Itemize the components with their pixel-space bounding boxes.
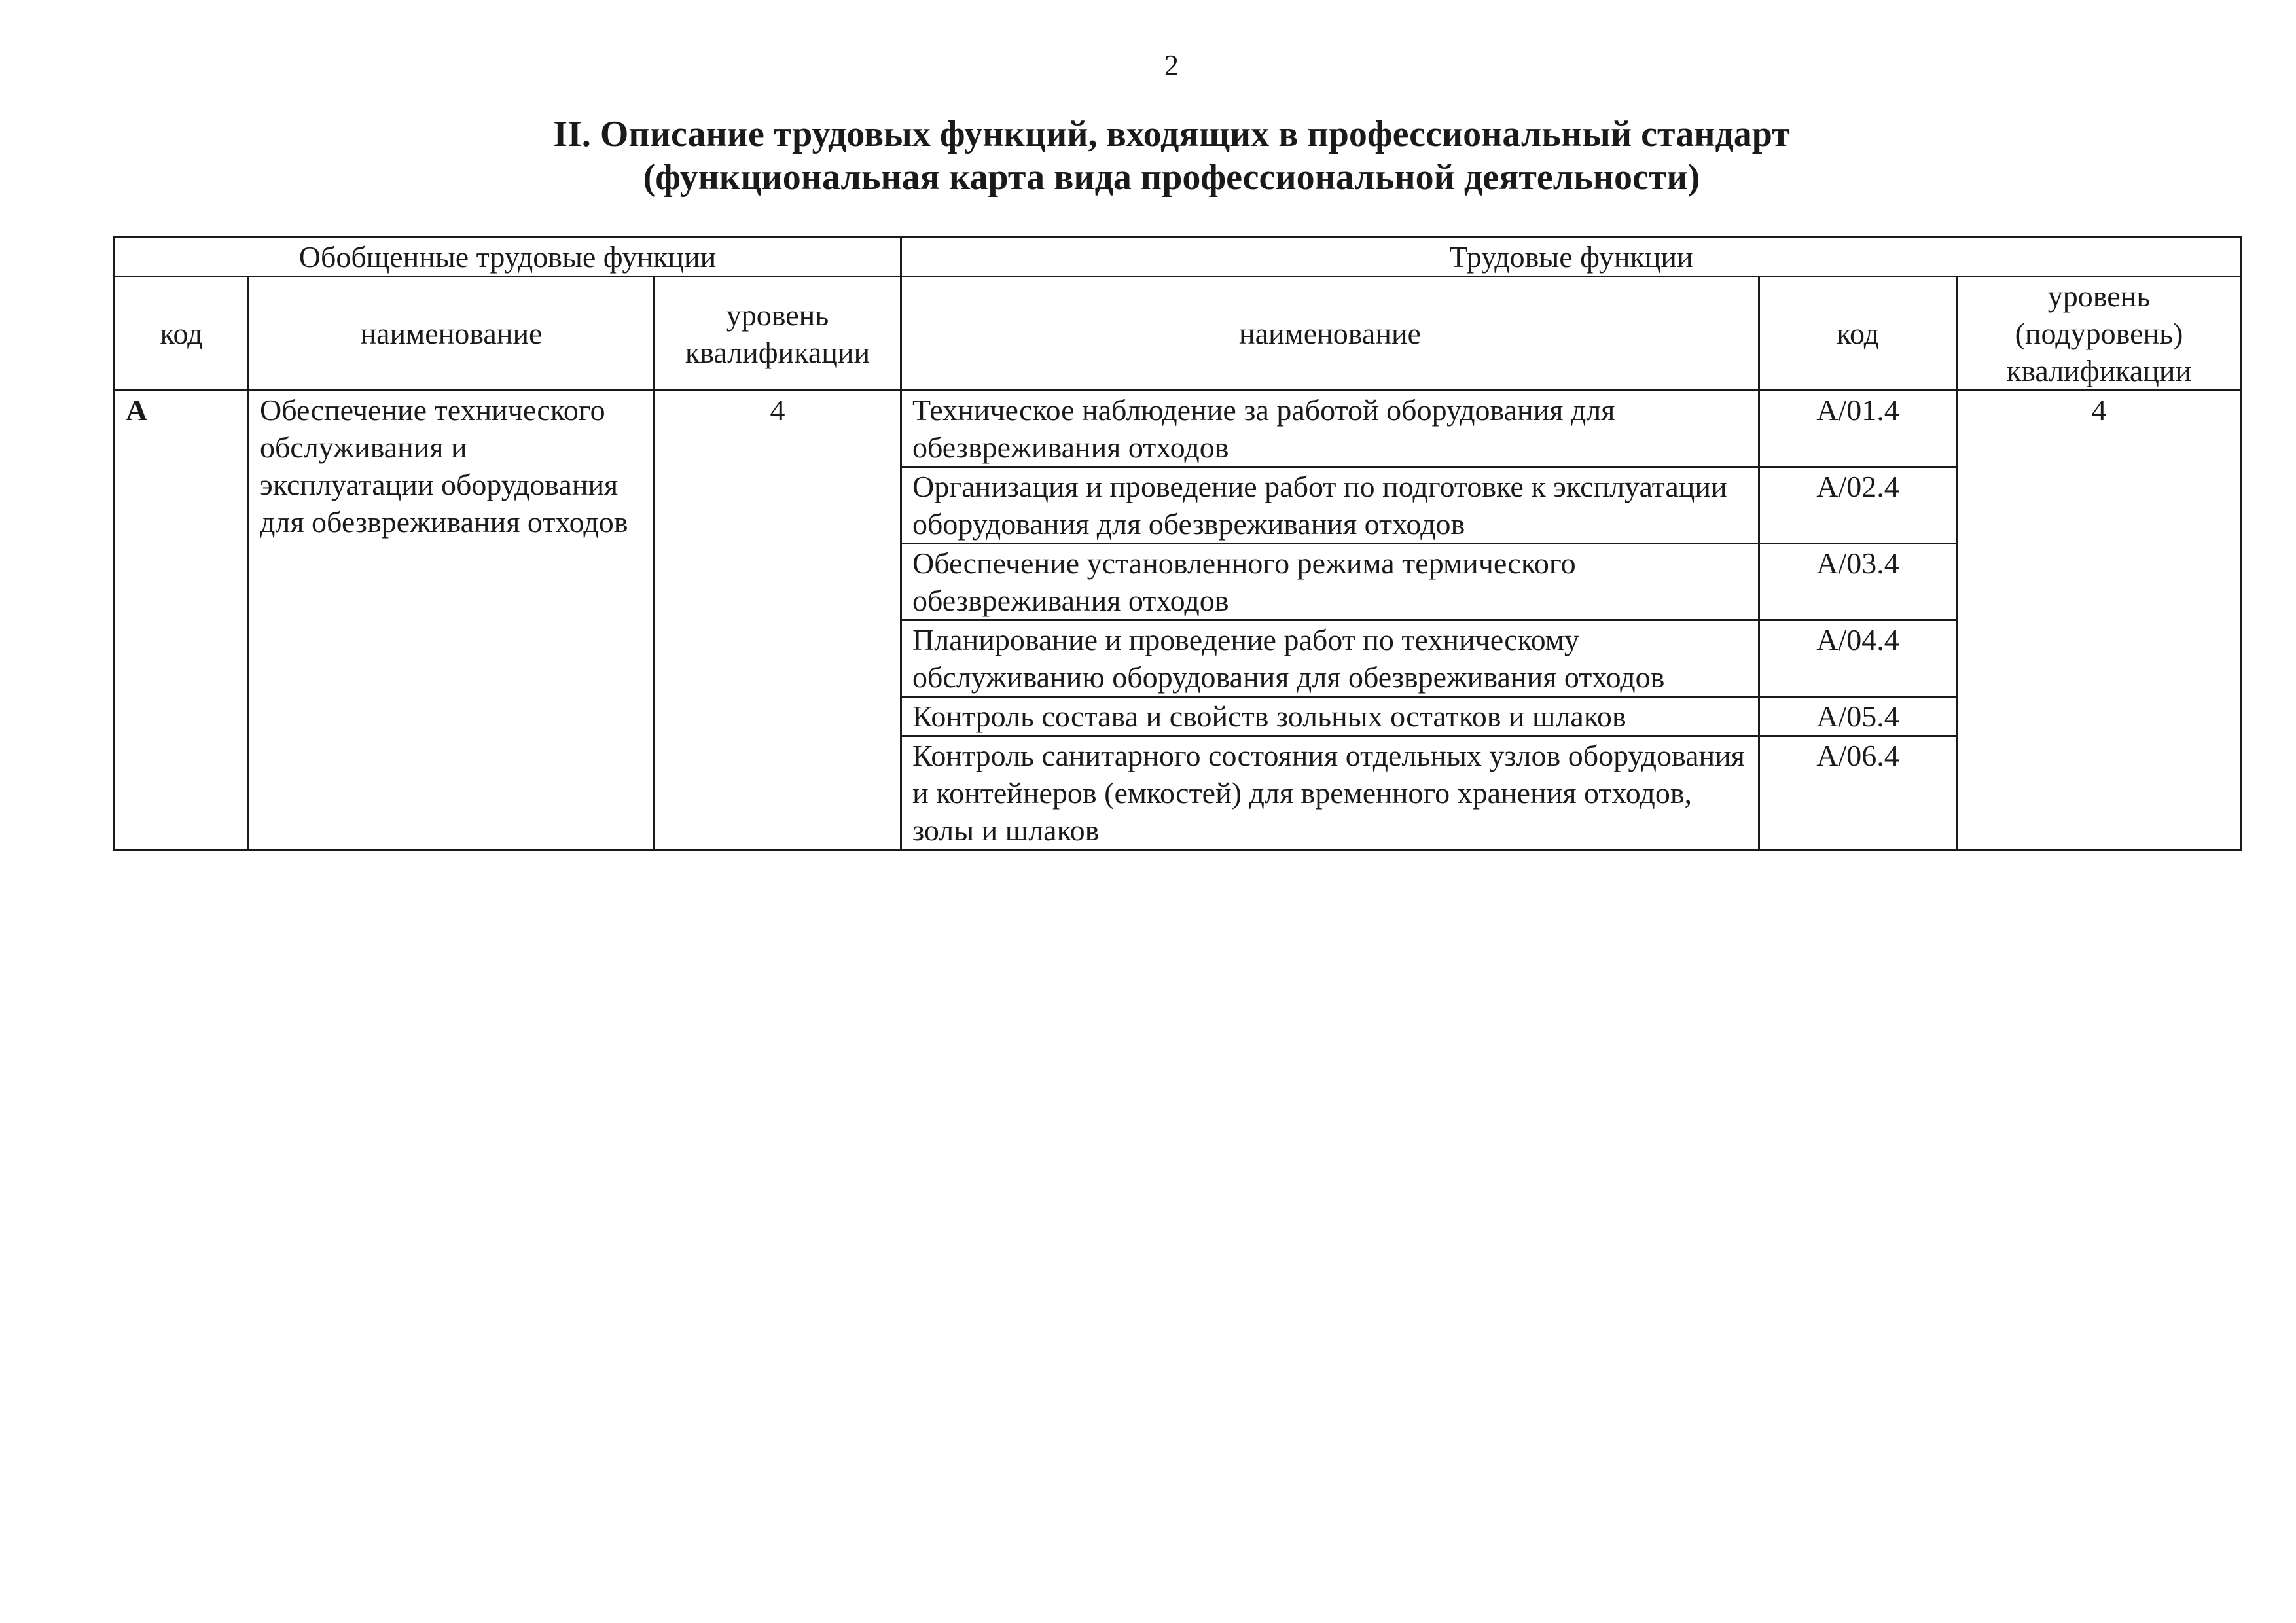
col-header-gen-level: уровень квалификации (655, 277, 901, 391)
col-header-tf-code: код (1759, 277, 1957, 391)
col-header-gen-code: код (115, 277, 249, 391)
header-generalized-functions: Обобщенные трудовые функции (115, 237, 901, 277)
section-title-line-2: (функциональная карта вида профессиональной деятельности) (643, 157, 1700, 198)
section-title-line-1: II. Описание трудовых функций, входящих в профессиональный стандарт (553, 114, 1790, 154)
function-code: A/03.4 (1759, 544, 1957, 620)
function-code: A/06.4 (1759, 736, 1957, 850)
col-header-tf-name: наименование (901, 277, 1759, 391)
function-name: Планирование и проведение работ по техническому обслуживанию оборудования для обезвреживания отходов (901, 620, 1759, 697)
gen-function-name: Обеспечение технического обслуживания и эксплуатации оборудования для обезвреживания отходов (249, 391, 655, 850)
page-number: 2 (1164, 49, 1179, 81)
function-code: A/04.4 (1759, 620, 1957, 697)
col-header-tf-level: уровень (подуровень) квалификации (1957, 277, 2242, 391)
functional-map-table (113, 236, 2242, 851)
function-name: Организация и проведение работ по подготовке к эксплуатации оборудования для обезвреживания отходов (901, 467, 1759, 544)
function-name: Контроль состава и свойств зольных остатков и шлаков (901, 697, 1759, 736)
function-name: Техническое наблюдение за работой оборудования для обезвреживания отходов (901, 391, 1759, 467)
function-code: A/02.4 (1759, 467, 1957, 544)
col-header-gen-name: наименование (249, 277, 655, 391)
table-row (115, 391, 2242, 467)
section-title (0, 113, 2296, 199)
function-code: A/01.4 (1759, 391, 1957, 467)
gen-function-code: А (115, 391, 249, 850)
header-labor-functions: Трудовые функции (901, 237, 2242, 277)
function-name: Контроль санитарного состояния отдельных узлов оборудования и контейнеров (емкостей) для временного хранения отходов, золы и шлаков (901, 736, 1759, 850)
function-name: Обеспечение установленного режима термического обезвреживания отходов (901, 544, 1759, 620)
function-sublevel: 4 (1957, 391, 2242, 850)
function-code: A/05.4 (1759, 697, 1957, 736)
gen-function-level: 4 (655, 391, 901, 850)
